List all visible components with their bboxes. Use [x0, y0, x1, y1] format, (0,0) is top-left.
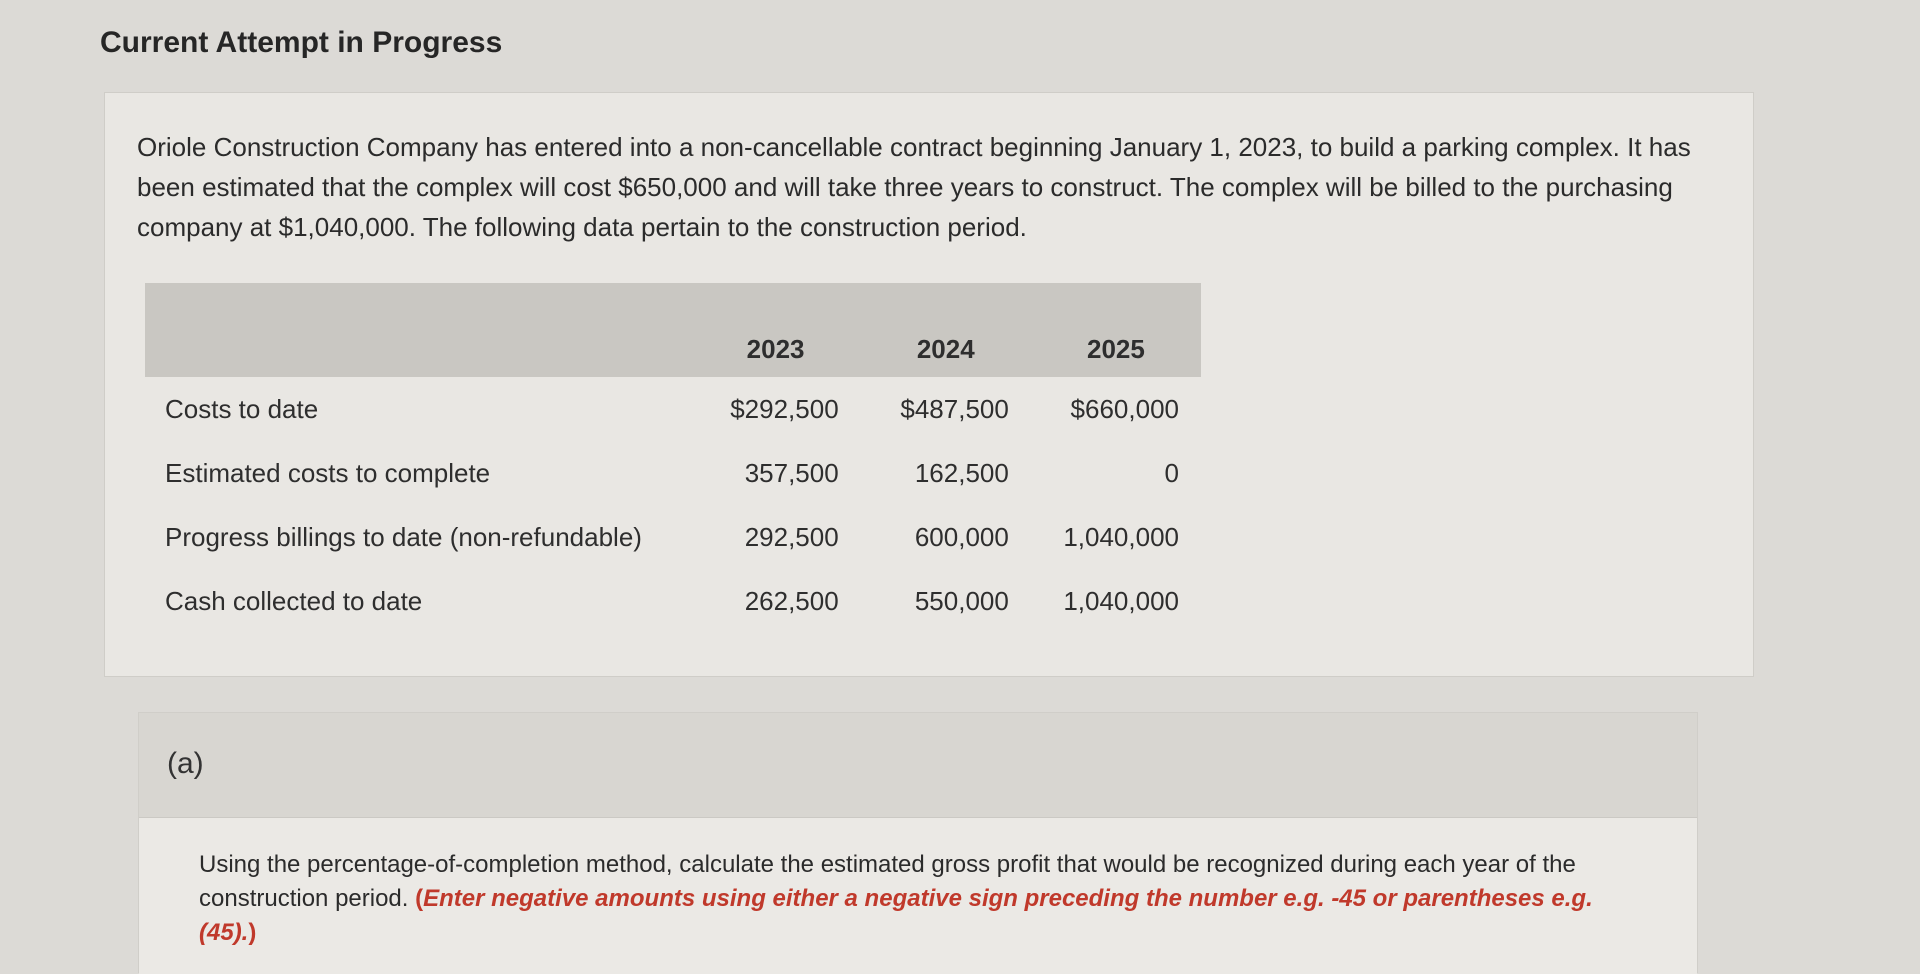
table-header-label	[145, 283, 691, 377]
table-cell: 600,000	[914, 521, 1009, 552]
table-cell: 162,500	[914, 457, 1009, 488]
hint-open-paren: (	[415, 885, 424, 912]
table-header-2024: 2024	[861, 283, 1031, 377]
table-row	[145, 505, 1201, 569]
problem-statement: Oriole Construction Company has entered into a non-cancellable contract beginning January 1, 2023, to build a parking complex. It has been estimated that the complex will cost $650,000 and will take three years to construct. The complex will be billed to the purchasing company at $1,040,000. The following data pertain to the construction period.	[137, 132, 1691, 242]
table-cell: 550,000	[914, 585, 1009, 616]
table-cell: 1,040,000	[1063, 585, 1179, 616]
part-a-instruction	[199, 848, 1639, 950]
row-label-costs-to-date: Costs to date	[165, 393, 319, 424]
part-a-header[interactable]	[139, 713, 1697, 818]
table-header-2023: 2023	[691, 283, 861, 377]
table-cell: 357,500	[744, 457, 839, 488]
page-heading: Current Attempt in Progress	[100, 26, 503, 59]
part-a-body	[139, 818, 1697, 974]
construction-data-table	[145, 283, 1201, 633]
row-label-progress-billings: Progress billings to date (non-refundable)	[165, 521, 642, 552]
row-label-estimated-costs: Estimated costs to complete	[165, 457, 491, 488]
negative-amount-hint: Enter negative amounts using either a negative sign preceding the number e.g. -45 or parentheses e.g. (45).	[199, 885, 1593, 946]
table-row	[145, 441, 1201, 505]
part-a-panel	[138, 712, 1698, 973]
table-cell: 0	[1164, 457, 1179, 488]
problem-panel	[104, 92, 1754, 677]
row-label-cash-collected: Cash collected to date	[165, 585, 423, 616]
table-header-2025: 2025	[1031, 283, 1201, 377]
table-cell: $660,000	[1070, 393, 1179, 424]
table-row	[145, 569, 1201, 633]
table-cell: 262,500	[744, 585, 839, 616]
table-cell: 1,040,000	[1063, 521, 1179, 552]
hint-close-paren: )	[248, 919, 257, 946]
table-row	[145, 377, 1201, 441]
table-cell: $487,500	[900, 393, 1009, 424]
table-cell: $292,500	[730, 393, 839, 424]
part-a-label: (a)	[167, 747, 204, 780]
table-cell: 292,500	[744, 521, 839, 552]
instruction-text: Using the percentage-of-completion method, calculate the estimated gross profit that would be recognized during each year of the construction period.	[199, 851, 1576, 912]
table-header-row	[145, 283, 1201, 377]
